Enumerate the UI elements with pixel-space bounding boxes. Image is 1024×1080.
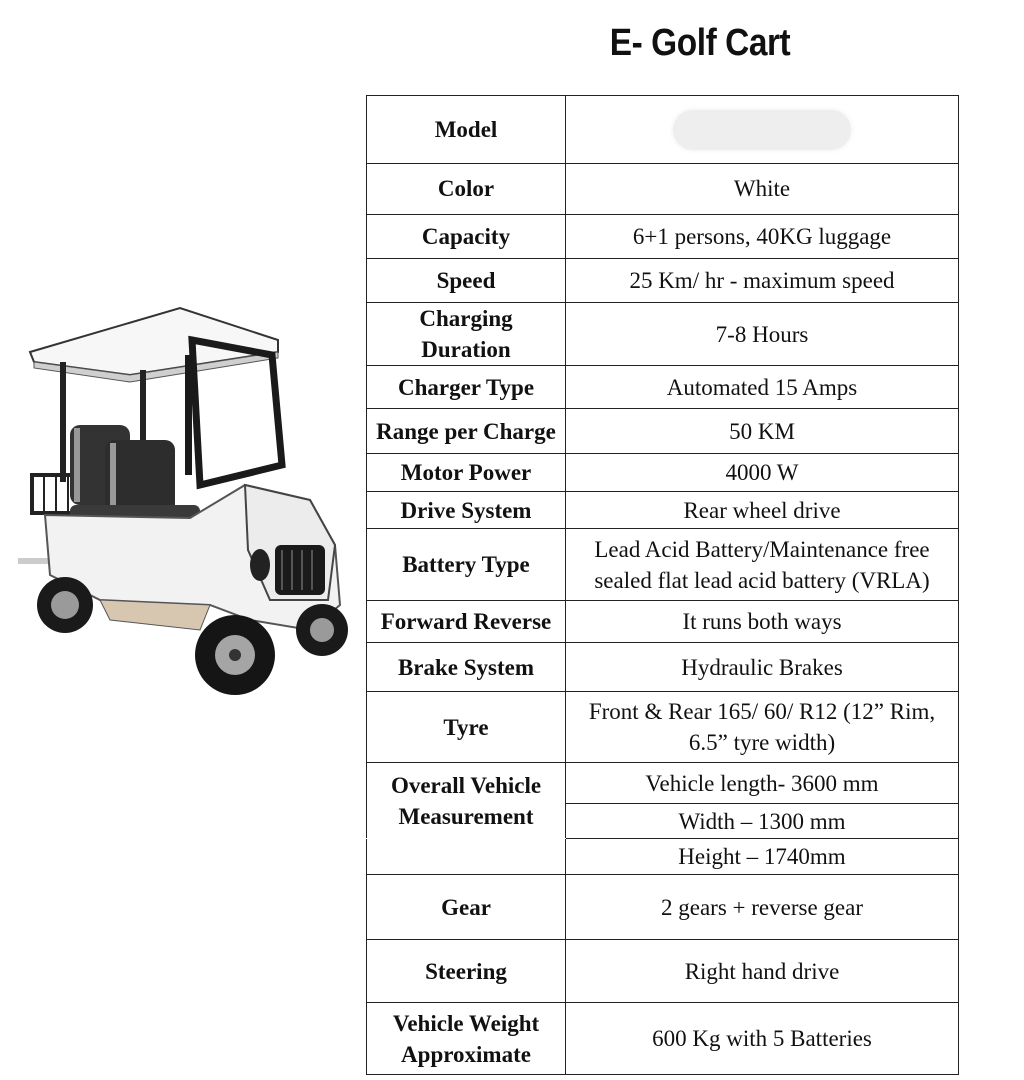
- spec-value: Lead Acid Battery/Maintenance free sealed flat lead acid battery (VRLA): [566, 529, 959, 601]
- spec-value: 6+1 persons, 40KG luggage: [566, 215, 959, 259]
- spec-value: White: [566, 164, 959, 215]
- spec-label: Forward Reverse: [367, 601, 566, 643]
- spec-label: Motor Power: [367, 454, 566, 492]
- spec-label: Gear: [367, 875, 566, 940]
- spec-row: [367, 763, 959, 804]
- spec-label: Overall Vehicle Measurement: [367, 763, 566, 839]
- spec-value: 7-8 Hours: [566, 303, 959, 366]
- spec-label: Vehicle Weight Approximate: [367, 1003, 566, 1075]
- spec-row: [367, 1003, 959, 1075]
- spec-value: Vehicle length- 3600 mm: [566, 763, 959, 804]
- spec-row: [367, 409, 959, 454]
- spec-label: Charger Type: [367, 366, 566, 409]
- spec-label: Drive System: [367, 492, 566, 529]
- spec-row: [367, 839, 959, 875]
- spec-value: Height – 1740mm: [566, 839, 959, 875]
- spec-value: Rear wheel drive: [566, 492, 959, 529]
- spec-row: [367, 454, 959, 492]
- spec-value: 25 Km/ hr - maximum speed: [566, 259, 959, 303]
- spec-row: [367, 96, 959, 164]
- spec-row: [367, 215, 959, 259]
- spec-label: Battery Type: [367, 529, 566, 601]
- spec-label: Speed: [367, 259, 566, 303]
- spec-value: 600 Kg with 5 Batteries: [566, 1003, 959, 1075]
- redacted-model-value: [673, 110, 851, 150]
- spec-value: 4000 W: [566, 454, 959, 492]
- spec-value: Width – 1300 mm: [566, 804, 959, 839]
- spec-value: Front & Rear 165/ 60/ R12 (12” Rim, 6.5” tyre width): [566, 692, 959, 763]
- spec-label: Brake System: [367, 643, 566, 692]
- spec-label: Capacity: [367, 215, 566, 259]
- spec-value: Right hand drive: [566, 940, 959, 1003]
- spec-row: [367, 259, 959, 303]
- spec-label: Charging Duration: [367, 303, 566, 366]
- spec-row: [367, 692, 959, 763]
- spec-label: Tyre: [367, 692, 566, 763]
- spec-row: [367, 601, 959, 643]
- spec-value: Automated 15 Amps: [566, 366, 959, 409]
- spec-row: [367, 875, 959, 940]
- spec-value: It runs both ways: [566, 601, 959, 643]
- spec-row: [367, 492, 959, 529]
- spec-table: [366, 95, 959, 1075]
- golf-cart-image: [10, 300, 350, 740]
- spec-label: Steering: [367, 940, 566, 1003]
- spec-label: Model: [367, 96, 566, 164]
- spec-label: Color: [367, 164, 566, 215]
- spec-row: [367, 529, 959, 601]
- spec-value: 50 KM: [566, 409, 959, 454]
- spec-row: [367, 643, 959, 692]
- spec-value: Hydraulic Brakes: [566, 643, 959, 692]
- spec-row: [367, 164, 959, 215]
- spec-row: [367, 940, 959, 1003]
- spec-row: [367, 303, 959, 366]
- spec-label: [367, 839, 566, 875]
- spec-row: [367, 366, 959, 409]
- page-title: E- Golf Cart: [609, 22, 791, 64]
- spec-value: 2 gears + reverse gear: [566, 875, 959, 940]
- spec-label: Range per Charge: [367, 409, 566, 454]
- spec-value: [566, 96, 959, 164]
